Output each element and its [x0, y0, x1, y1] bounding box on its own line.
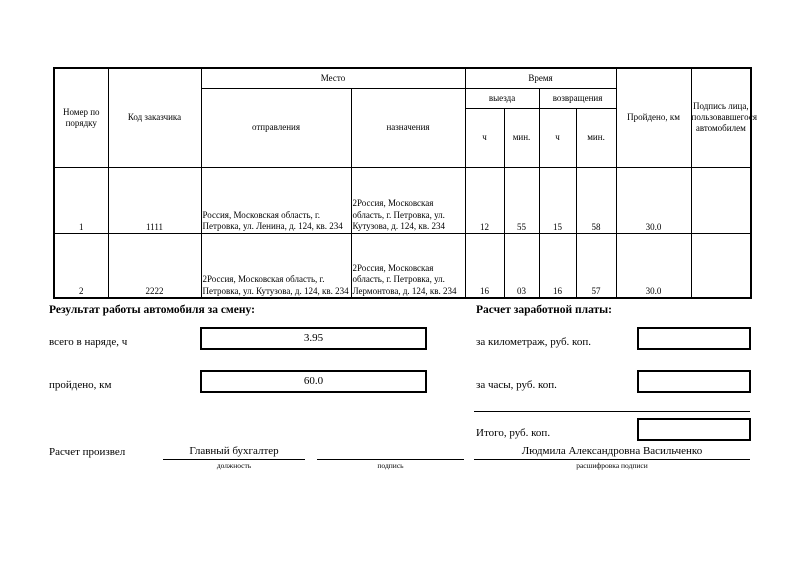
row-destination: 2Россия, Московская область, г. Петровка, ул. Лермонтова, д. 124, кв. 234 — [351, 233, 465, 298]
position-line — [163, 459, 305, 460]
table-row — [54, 167, 751, 233]
header-return: возвращения — [539, 88, 616, 108]
hours-pay-field — [637, 370, 751, 393]
position-caption: должность — [216, 461, 252, 470]
row-exit-min: 03 — [504, 233, 539, 298]
header-exit-hour: ч — [465, 108, 504, 167]
row-return-hour: 15 — [539, 167, 576, 233]
row-distance: 30.0 — [616, 233, 691, 298]
row-number: 1 — [54, 167, 108, 233]
total-hours-field: 3.95 — [200, 327, 427, 350]
results-title: Результат работы автомобиля за смену: — [49, 304, 255, 316]
salary-title: Расчет заработной платы: — [476, 304, 612, 316]
row-number: 2 — [54, 233, 108, 298]
hours-pay-label: за часы, руб. коп. — [476, 379, 557, 391]
distance-field: 60.0 — [200, 370, 427, 393]
row-signature — [691, 233, 751, 298]
row-distance: 30.0 — [616, 167, 691, 233]
sign-line — [317, 459, 464, 460]
header-exit-min: мин. — [504, 108, 539, 167]
km-pay-label: за километраж, руб. коп. — [476, 336, 591, 348]
row-exit-hour: 16 — [465, 233, 504, 298]
header-customer-code: Код заказчика — [108, 68, 201, 167]
total-hours-label: всего в наряде, ч — [49, 336, 128, 348]
header-return-min: мин. — [576, 108, 616, 167]
name-caption: расшифровка подписи — [576, 461, 648, 470]
position-value: Главный бухгалтер — [189, 445, 279, 457]
header-number: Номер по порядку — [54, 68, 108, 167]
row-exit-min: 55 — [504, 167, 539, 233]
trips-table — [53, 67, 757, 299]
sign-caption: подпись — [377, 461, 404, 470]
total-divider — [474, 411, 750, 412]
km-pay-field — [637, 327, 751, 350]
name-value: Людмила Александровна Васильченко — [521, 445, 703, 457]
row-customer-code: 2222 — [108, 233, 201, 298]
header-time: Время — [465, 68, 616, 88]
table-row — [54, 233, 751, 298]
row-signature — [691, 167, 751, 233]
total-pay-field — [637, 418, 751, 441]
row-return-min: 57 — [576, 233, 616, 298]
header-signature: Подпись лица, пользовавшегося автомобилем — [691, 68, 751, 167]
header-destination: назначения — [351, 88, 465, 167]
row-customer-code: 1111 — [108, 167, 201, 233]
row-return-min: 58 — [576, 167, 616, 233]
row-departure: Россия, Московская область, г. Петровка, ул. Ленина, д. 124, кв. 234 — [201, 167, 351, 233]
header-return-hour: ч — [539, 108, 576, 167]
row-exit-hour: 12 — [465, 167, 504, 233]
header-exit: выезда — [465, 88, 539, 108]
distance-label: пройдено, км — [49, 379, 112, 391]
row-destination: 2Россия, Московская область, г. Петровка, ул. Кутузова, д. 124, кв. 234 — [351, 167, 465, 233]
total-pay-label: Итого, руб. коп. — [476, 427, 551, 439]
calculated-by-label: Расчет произвел — [49, 446, 126, 458]
name-line — [474, 459, 750, 460]
row-departure: 2Россия, Московская область, г. Петровка, ул. Кутузова, д. 124, кв. 234 — [201, 233, 351, 298]
row-return-hour: 16 — [539, 233, 576, 298]
header-place: Место — [201, 68, 465, 88]
header-departure: отправления — [201, 88, 351, 167]
header-distance: Пройдено, км — [616, 68, 691, 167]
